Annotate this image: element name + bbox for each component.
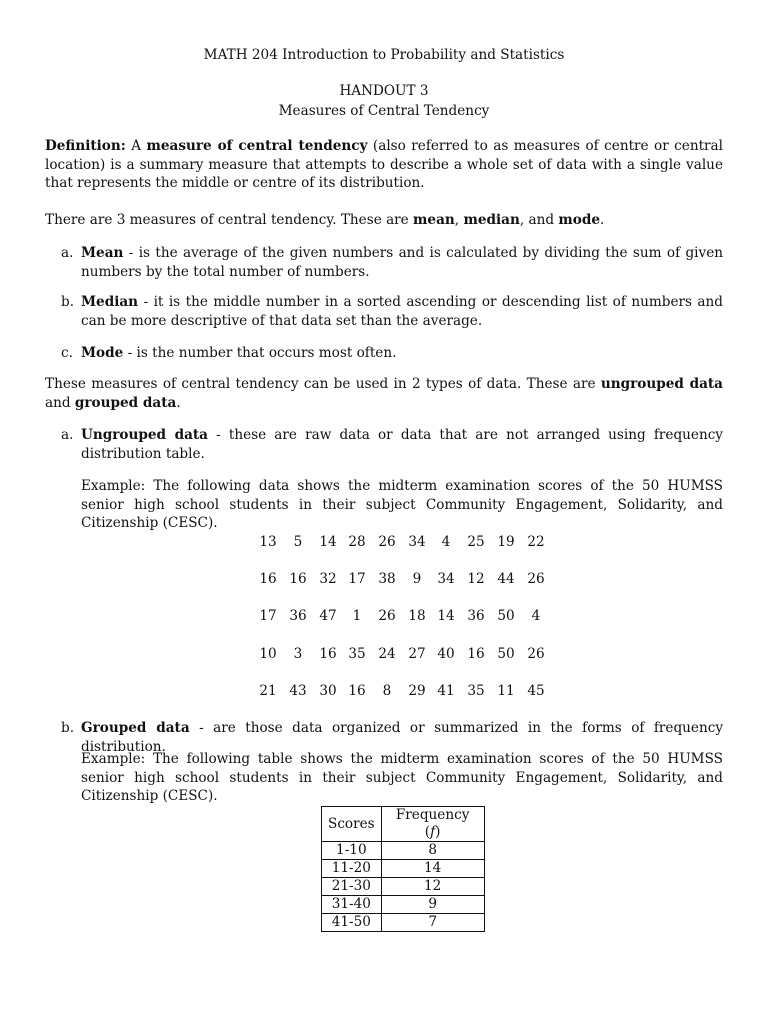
handout-title: Measures of Central Tendency: [278, 103, 490, 119]
score-cell: 36: [467, 608, 485, 624]
score-cell: 24: [378, 646, 396, 662]
score-cell: 50: [497, 646, 515, 662]
score-cell: 1: [352, 608, 362, 624]
frequency-table: [321, 806, 485, 932]
scores-cell: 41-50: [322, 914, 382, 932]
score-cell: 18: [408, 608, 426, 624]
score-cell: 9: [412, 571, 422, 587]
score-cell: 40: [437, 646, 455, 662]
score-cell: 44: [497, 571, 515, 587]
score-cell: 5: [293, 534, 303, 550]
table-row: [322, 878, 485, 896]
intro-mean: mean: [413, 212, 455, 228]
measure-mean: [81, 244, 723, 281]
frequency-symbol: f: [430, 824, 436, 840]
ungrouped-definition: [81, 426, 723, 463]
table-row: [322, 896, 485, 914]
scores-cell: 31-40: [322, 896, 382, 914]
score-cell: 4: [531, 608, 541, 624]
intro-sep: ,: [454, 212, 464, 228]
list-marker: b.: [61, 720, 75, 736]
definition-term: measure of central tendency: [146, 138, 368, 154]
measure-text: - is the number that occurs most often.: [123, 345, 397, 361]
frequency-header: [381, 807, 484, 842]
score-cell: 34: [437, 571, 455, 587]
score-cell: 50: [497, 608, 515, 624]
table-row: [322, 860, 485, 878]
score-cell: 25: [467, 534, 485, 550]
score-cell: 16: [348, 683, 366, 699]
score-cell: 16: [319, 646, 337, 662]
definition-text: (also referred to as measures of centre or central location) is a summary measure that attempts to describe a whole set of data with a single value that represents the middle or centre of its distribution.: [45, 138, 724, 191]
intro-paragraph: [45, 211, 723, 230]
score-cell: 29: [408, 683, 426, 699]
score-cell: 32: [319, 571, 337, 587]
score-cell: 4: [441, 534, 451, 550]
handout-label: HANDOUT 3: [339, 83, 429, 99]
score-cell: 16: [289, 571, 307, 587]
measure-text: - is the average of the given numbers and is calculated by dividing the sum of given numbers by the total number of numbers.: [81, 245, 723, 280]
frequency-header-label: Frequency (: [395, 807, 470, 840]
definition-label: Definition:: [45, 138, 126, 154]
table-row: [322, 914, 485, 932]
ungrouped-term: Ungrouped data: [81, 427, 208, 443]
score-cell: 41: [437, 683, 455, 699]
scores-cell: 11-20: [322, 860, 382, 878]
score-cell: 26: [527, 571, 545, 587]
score-cell: 16: [467, 646, 485, 662]
frequency-cell: 14: [381, 860, 484, 878]
score-cell: 3: [293, 646, 303, 662]
score-cell: 35: [348, 646, 366, 662]
table-header-row: [322, 807, 485, 842]
score-cell: 26: [527, 646, 545, 662]
scores-cell: 21-30: [322, 878, 382, 896]
score-cell: 45: [527, 683, 545, 699]
score-cell: 8: [382, 683, 392, 699]
ungrouped-text: - these are raw data or data that are not arranged using frequency distribution table.: [81, 427, 723, 462]
types-paragraph: [45, 375, 723, 412]
score-cell: 38: [378, 571, 396, 587]
scores-cell: 1-10: [322, 842, 382, 860]
score-cell: 13: [259, 534, 277, 550]
measure-term: Mean: [81, 245, 124, 261]
course-title: MATH 204 Introduction to Probability and Statistics: [203, 47, 565, 63]
frequency-header-end: ): [435, 824, 441, 840]
types-grouped: grouped data: [74, 394, 177, 411]
score-cell: 26: [378, 608, 396, 624]
score-cell: 14: [319, 534, 337, 550]
score-cell: 28: [348, 534, 366, 550]
intro-end: .: [599, 212, 605, 228]
types-text: and: [45, 394, 75, 411]
score-cell: 30: [319, 683, 337, 699]
score-cell: 10: [259, 646, 277, 662]
score-cell: 16: [259, 571, 277, 587]
types-ungrouped: ungrouped data: [600, 376, 723, 392]
score-cell: 47: [319, 608, 337, 624]
score-cell: 27: [408, 646, 426, 662]
score-cell: 36: [289, 608, 307, 624]
intro-sep: , and: [519, 212, 559, 228]
score-cell: 43: [289, 683, 307, 699]
measure-text: - it is the middle number in a sorted ascending or descending list of numbers and can be more descriptive of that data set than the average.: [81, 294, 723, 329]
score-cell: 35: [467, 683, 485, 699]
score-cell: 21: [259, 683, 277, 699]
list-marker: c.: [61, 345, 73, 361]
types-end: .: [176, 394, 181, 411]
score-cell: 19: [497, 534, 515, 550]
definition-paragraph: [45, 137, 723, 193]
ungrouped-example: Example: The following data shows the midterm examination scores of the 50 HUMSS senior high school students in their subject Community Engagement, Solidarity, and Citizenship (CESC).: [81, 478, 723, 531]
table-row: [322, 842, 485, 860]
intro-median: median: [463, 212, 520, 228]
measure-median: [81, 293, 723, 330]
scores-header: Scores: [322, 807, 382, 842]
grouped-text: - are those data organized or summarized in the forms of frequency distribution.: [81, 720, 723, 755]
score-cell: 12: [467, 571, 485, 587]
measure-term: Median: [81, 294, 139, 310]
score-cell: 17: [259, 608, 277, 624]
score-cell: 26: [378, 534, 396, 550]
score-cell: 11: [497, 683, 515, 699]
measure-mode: [81, 344, 723, 363]
intro-text: There are 3 measures of central tendency. These are: [45, 212, 414, 228]
score-cell: 14: [437, 608, 455, 624]
list-marker: b.: [61, 294, 75, 310]
score-cell: 22: [527, 534, 545, 550]
frequency-cell: 12: [381, 878, 484, 896]
measure-term: Mode: [81, 345, 124, 361]
types-text: These measures of central tendency can be used in 2 types of data. These are: [45, 376, 601, 392]
frequency-cell: 9: [381, 896, 484, 914]
frequency-cell: 7: [381, 914, 484, 932]
frequency-cell: 8: [381, 842, 484, 860]
score-cell: 34: [408, 534, 426, 550]
grouped-term: Grouped data: [81, 720, 190, 736]
grouped-example: Example: The following table shows the midterm examination scores of the 50 HUMSS senior high school students in their subject Community Engagement, Solidarity, and Citizenship (CESC).: [81, 751, 723, 804]
definition-text: A: [125, 138, 147, 154]
list-marker: a.: [61, 427, 74, 443]
list-marker: a.: [61, 245, 74, 261]
score-cell: 17: [348, 571, 366, 587]
intro-mode: mode: [558, 212, 600, 228]
